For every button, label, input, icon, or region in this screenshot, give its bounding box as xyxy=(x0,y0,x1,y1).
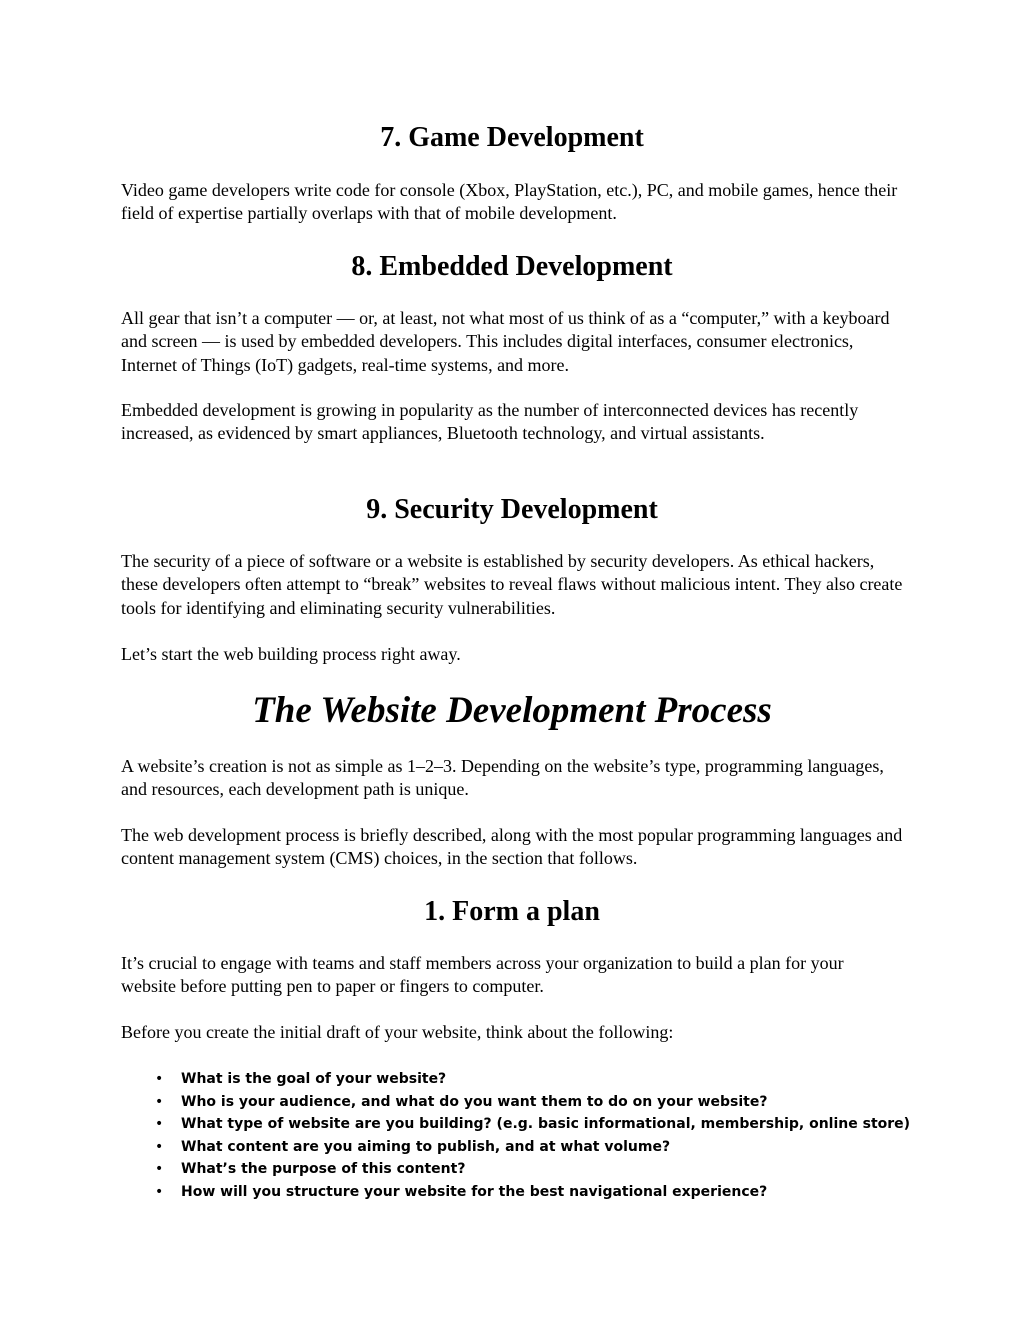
list-item xyxy=(155,1181,895,1204)
heading-security-development: 9. Security Development xyxy=(366,494,658,525)
bullet-icon: • xyxy=(155,1161,164,1178)
paragraph-process-2: The web development process is briefly described, along with the most popular programming languages and content management system (CMS) choices, in the section that follows. xyxy=(121,825,903,869)
heading-game-development: 7. Game Development xyxy=(380,122,644,153)
planning-questions-list xyxy=(155,1068,911,1204)
list-item xyxy=(155,1158,895,1181)
list-item xyxy=(155,1113,911,1136)
paragraph-plan-2: Before you create the initial draft of your website, think about the following: xyxy=(121,1022,674,1042)
paragraph-process-1: A website’s creation is not as simple as 1–2–3. Depending on the website’s type, programming languages, and resources, each development path is unique. xyxy=(121,756,884,800)
list-item-text: What is the goal of your website? xyxy=(181,1071,447,1087)
list-item xyxy=(155,1136,895,1159)
bullet-icon: • xyxy=(155,1183,164,1200)
bullet-icon: • xyxy=(155,1116,164,1133)
list-item-text: How will you structure your website for the best navigational experience? xyxy=(181,1183,768,1200)
paragraph-plan-1: It’s crucial to engage with teams and staff members across your organization to build a plan for your website before putting pen to paper or fingers to computer. xyxy=(121,953,844,997)
bullet-icon: • xyxy=(155,1093,164,1110)
heading-form-a-plan: 1. Form a plan xyxy=(424,896,600,927)
heading-website-development-process: The Website Development Process xyxy=(252,690,772,731)
list-item-text: What type of website are you building? (e.g. basic informational, membership, online store) xyxy=(181,1116,911,1133)
paragraph-embedded-1: All gear that isn’t a computer — or, at least, not what most of us think of as a “computer,” with a keyboard and screen — is used by embedded developers. This includes digital interfaces, consumer electronics, Internet of Things (IoT) gadgets, real-time systems, and more. xyxy=(121,308,890,375)
bullet-icon: • xyxy=(155,1071,164,1087)
paragraph-security-1: The security of a piece of software or a website is established by security developers. As ethical hackers, these developers often attempt to “break” websites to reveal flaws without malicious intent. They also create tools for identifying and eliminating security vulnerabilities. xyxy=(121,551,903,618)
list-item-text: What content are you aiming to publish, and at what volume? xyxy=(181,1138,671,1155)
bullet-icon: • xyxy=(155,1138,164,1155)
heading-embedded-development: 8. Embedded Development xyxy=(351,251,673,282)
list-item-text: Who is your audience, and what do you want them to do on your website? xyxy=(181,1093,768,1110)
list-item xyxy=(155,1068,895,1091)
paragraph-embedded-2: Embedded development is growing in popularity as the number of interconnected devices has recently increased, as evidenced by smart appliances, Bluetooth technology, and virtual assistants. xyxy=(121,400,859,444)
paragraph-game-development: Video game developers write code for console (Xbox, PlayStation, etc.), PC, and mobile games, hence their field of expertise partially overlaps with that of mobile development. xyxy=(121,180,898,224)
list-item xyxy=(155,1091,895,1114)
paragraph-security-2: Let’s start the web building process right away. xyxy=(121,644,461,664)
list-item-text: What’s the purpose of this content? xyxy=(181,1161,466,1178)
